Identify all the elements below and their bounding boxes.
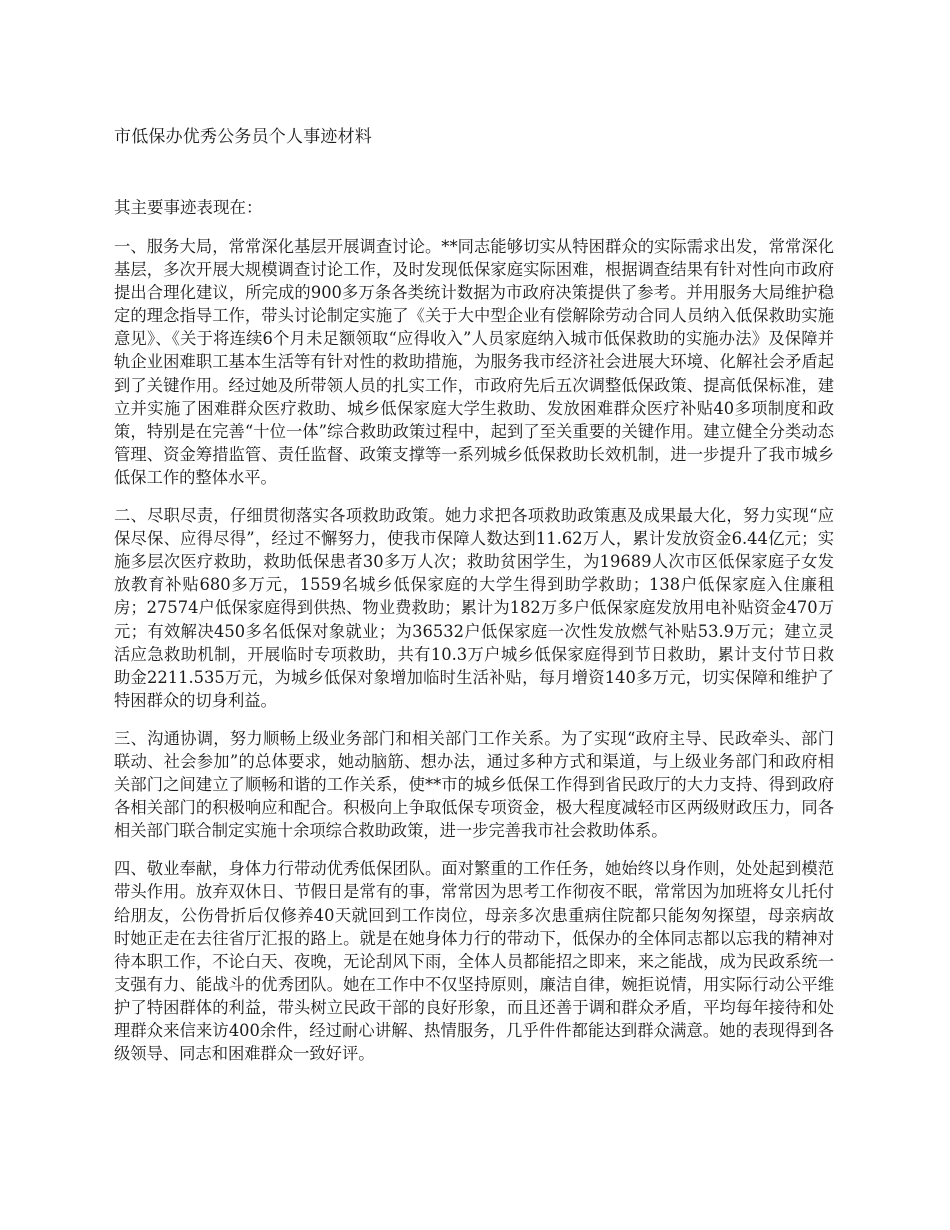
paragraph-service: 一、服务大局，常常深化基层开展调查讨论。**同志能够切实从特困群众的实际需求出发，常常深化基层，多次开展大规模调查讨论工作，及时发现低保家庭实际困难，根据调查结果有针对性向市政府提出合理化建议，所完成的900多万条各类统计数据为市政府决策提供了参考。并用服务大局维护稳定的理念指导工作，带头讨论制定实施了《关于大中型企业有偿解除劳动合同人员纳入低保救助实施意见》、《关于将连续6个月未足额领取“应得收入”人员家庭纳入城市低保救助的实施办法》及保障并轨企业困难职工基本生活等有针对性的救助措施，为服务我市经济社会进展大环境、化解社会矛盾起到了关键作用。经过她及所带领人员的扎实工作，市政府先后五次调整低保政策、提高低保标准，建立并实施了困难群众医疗救助、城乡低保家庭大学生救助、发放困难群众医疗补贴40多项制度和政策，特别是在完善“十位一体”综合救助政策过程中，起到了至关重要的关键作用。建立健全分类动态管理、资金筹措监管、责任监督、政策支撑等一系列城乡低保救助长效机制，进一步提升了我市城乡低保工作的整体水平。 (114, 237, 834, 487)
intro-line: 其主要事迹表现在： (114, 198, 263, 217)
paragraph-duty: 二、尽职尽责，仔细贯彻落实各项救助政策。她力求把各项救助政策惠及成果最大化，努力实现“应保尽保、应得尽得”，经过不懈努力，使我市保障人数达到11.62万人，累计发放资金6.44亿元；实施多层次医疗救助，救助低保患者30多万人次；救助贫困学生，为19689人次市区低保家庭子女发放教育补贴680多万元，1559名城乡低保家庭的大学生得到助学救助；138户低保家庭入住廉租房；27574户低保家庭得到供热、物业费救助；累计为182万多户低保家庭发放用电补贴资金470万元；有效解决450多名低保对象就业；为36532户低保家庭一次性发放燃气补贴53.9万元；建立灵活应急救助机制，开展临时专项救助，共有10.3万户城乡低保家庭得到节日救助，累计支付节日救助金2211.535万元，为城乡低保对象增加临时生活补贴，每月增资140多万元，切实保障和维护了特困群众的切身利益。 (114, 506, 834, 710)
document-body (114, 124, 834, 1065)
paragraph-dedication: 四、敬业奉献，身体力行带动优秀低保团队。面对繁重的工作任务，她始终以身作则，处处起到模范带头作用。放弃双休日、节假日是常有的事，常常因为思考工作彻夜不眠，常常因为加班将女儿托付给朋友，公伤骨折后仅修养40天就回到工作岗位，母亲多次患重病住院都只能匆匆探望，母亲病故时她正走在去往省厅汇报的路上。就是在她身体力行的带动下，低保办的全体同志都以忘我的精神对待本职工作，不论白天、夜晚，无论刮风下雨，全体人员都能招之即来，来之能战，成为民政系统一支强有力、能战斗的优秀团队。她在工作中不仅坚持原则，廉洁自律，婉拒说情，用实际行动公平维护了特困群体的利益，带头树立民政干部的良好形象，而且还善于调和群众矛盾，平均每年接待和处理群众来信来访400余件，经过耐心讲解、热情服务，几乎件件都能达到群众满意。她的表现得到各级领导、同志和困难群众一致好评。 (114, 859, 834, 1064)
paragraph-coordination: 三、沟通协调，努力顺畅上级业务部门和相关部门工作关系。为了实现“政府主导、民政牵头、部门联动、社会参加”的总体要求，她动脑筋、想办法，通过多种方式和渠道，与上级业务部门和政府相关部门之间建立了顺畅和谐的工作关系，使**市的城乡低保工作得到省民政厅的大力支持、得到政府各相关部门的积极响应和配合。积极向上争取低保专项资金，极大程度减轻市区两级财政压力，同各相关部门联合制定实施十余项综合救助政策，进一步完善我市社会救助体系。 (114, 728, 834, 841)
document-title: 市低保办优秀公务员个人事迹材料 (114, 127, 372, 147)
